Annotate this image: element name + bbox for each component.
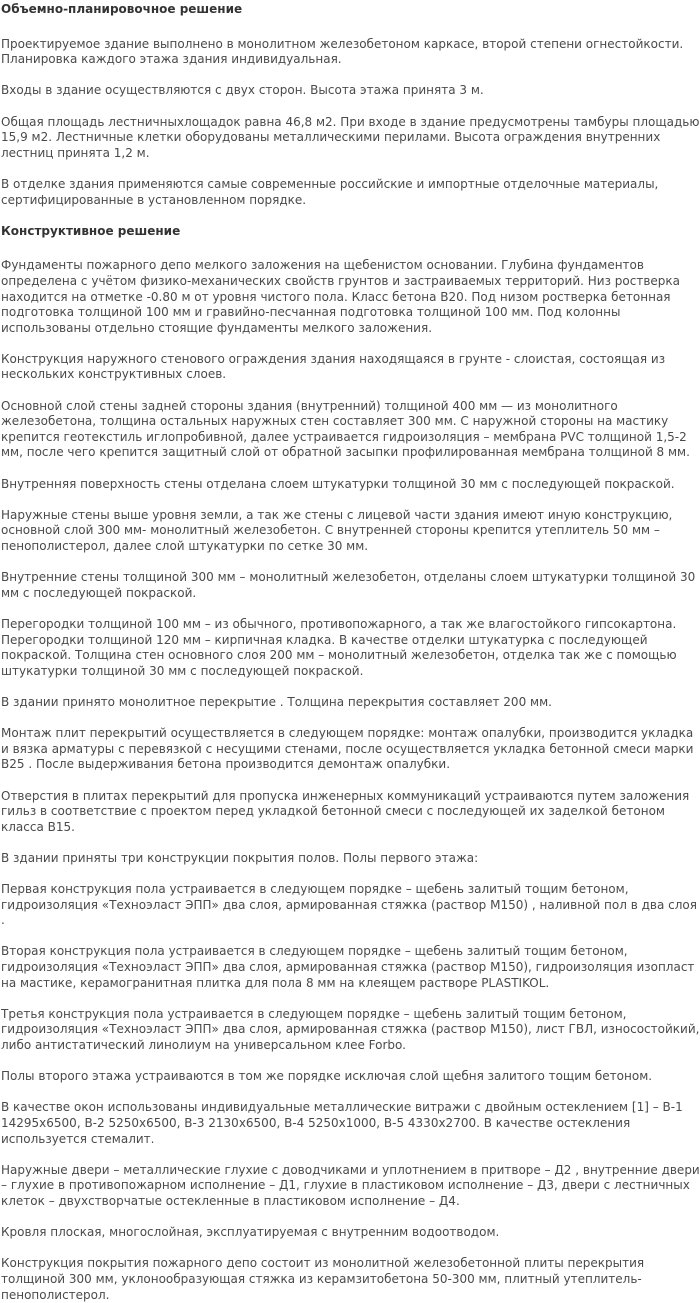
paragraph: Конструкция наружного стенового ограждения здания находящаяся в грунте - слоистая, состоящая из нескольких конструктивных слоев. xyxy=(1,351,666,382)
paragraph: В отделке здания применяются самые современные российские и импортные отделочные материалы, сертифицированные в установленном порядке. xyxy=(1,176,659,207)
paragraph: Фундаменты пожарного депо мелкого заложения на щебенистом основании. Глубина фундаментов определена с учётом физико-механических свойств грунтов и застраиваемых территорий. Низ ростверка находится на отметке -0.80 м от уровня чистого пола. Класс бетона В20. Под низом ростверка бетонная подготовка толщиной 100 мм и гравийно-песчанная подготовка толщиной 100 мм. Под колонны использованы отдельно стоящие фундаменты мелкого заложения. xyxy=(1,258,680,335)
section-heading-planning: Объемно-планировочное решение xyxy=(1,2,243,16)
paragraph: Основной слой стены задней стороны здания (внутренний) толщиной 400 мм — из монолитного железобетона, толщина остальных наружных стен составляет 300 мм. С наружной стороны на мастику крепится геотекстиль иглопробивной, далее устраивается гидроизоляция – мембрана PVC толщиной 1,5-2 мм, после чего крепится защитный слой от обратной засыпки профилированная мембрана толщиной 8 мм. xyxy=(1,398,690,460)
paragraph: Первая конструкция пола устраивается в следующем порядке – щебень залитый тощим бетоном, гидроизоляция «Техноэласт ЭПП» два слоя, армированная стяжка (раствор М150) , наливной пол в два слоя . xyxy=(1,882,697,928)
paragraph: Вторая конструкция пола устраивается в следующем порядке – щебень залитый тощим бетоном, гидроизоляция «Техноэласт ЭПП» два слоя, армированная стяжка (раствор М150), гидроизоляция изопласт на мастике, керамогранитная плитка для пола 8 мм на клеящем растворе PLASTIKOL. xyxy=(1,944,695,990)
paragraph: В здании принято монолитное перекрытие . Толщина перекрытия составляет 200 мм. xyxy=(1,694,552,709)
section-heading-structural: Конструктивное решение xyxy=(1,223,181,238)
paragraph: В качестве окон использованы индивидуальные металлические витражи с двойным остеклением [1] – В-1 14295х6500, В-2 5250х6500, В-3 2130х6500, В-4 5250х1000, В-5 4330х2700. В качестве остекления используется стемалит. xyxy=(1,1100,683,1146)
paragraph: Входы в здание осуществляются с двух сторон. Высота этажа принята 3 м. xyxy=(1,83,484,98)
paragraph: Конструкция покрытия пожарного депо состоит из монолитной железобетонной плиты перекрытия толщиной 300 мм, уклонообразующая стяжка из керамзитобетона 50-300 мм, плитный утеплитель-пенополистерол. xyxy=(1,1256,645,1302)
paragraph: Наружные двери – металлические глухие с доводчиками и уплотнением в притворе – Д2 , внутренние двери – глухие в противопожарном исполнение – Д1, глухие в пластиковом исполнение – Д3, двери с лестничных клеток – двухстворчатые остекленные в пластиковом исполнение – Д4. xyxy=(1,1162,700,1208)
paragraph: Проектируемое здание выполнено в монолитном железобетоном каркасе, второй степени огнестойкости. Планировка каждого этажа здания индивидуальная. xyxy=(1,36,684,67)
paragraph: Кровля плоская, многослойная, эксплуатируемая с внутренним водоотводом. xyxy=(1,1225,500,1240)
paragraph: Общая площадь лестничныхлощадок равна 46,8 м2. При входе в здание предусмотрены тамбуры площадью 15,9 м2. Лестничные клетки оборудованы металлическими перилами. Высота ограждения внутренних лестниц принята 1,2 м. xyxy=(1,114,700,160)
paragraph: Отверстия в плитах перекрытий для пропуска инженерных коммуникаций устраиваются путем заложения гильз в соответствие с проектом перед укладкой бетонной смеси с последующей их заделкой бетоном класса В15. xyxy=(1,788,690,834)
paragraph: Наружные стены выше уровня земли, а так же стены с лицевой части здания имеют иную конструкцию, основной слой 300 мм- монолитный железобетон. С внутренней стороны крепится утеплитель 50 мм – пенополистерол, далее слой штукатурки по сетке 30 мм. xyxy=(1,507,673,553)
paragraph: Внутренние стены толщиной 300 мм – монолитный железобетон, отделаны слоем штукатурки толщиной 30 мм с последующей покраской. xyxy=(1,570,696,600)
paragraph: Третья конструкция пола устраивается в следующем порядке – щебень залитый тощим бетоном, гидроизоляция «Техноэласт ЭПП» два слоя, армированная стяжка (раствор М150), лист ГВЛ, износостойкий, либо антистатический линолиум на универсальном клее Forbo. xyxy=(1,1006,700,1052)
paragraph: В здании приняты три конструкции покрытия полов. Полы первого этажа: xyxy=(1,850,479,865)
paragraph: Монтаж плит перекрытий осуществляется в следующем порядке: монтаж опалубки, производится укладка и вязка арматуры с перевязкой с несущими стенами, после осуществляется укладка бетонной смеси марки В25 . После выдерживания бетона производится демонтаж опалубки. xyxy=(1,726,694,772)
paragraph: Полы второго этажа устраиваются в том же порядке исключая слой щебня залитого тощим бетоном. xyxy=(1,1069,653,1084)
paragraph: Внутренняя поверхность стены отделана слоем штукатурки толщиной 30 мм с последующей покраской. xyxy=(1,476,675,491)
paragraph: Перегородки толщиной 100 мм – из обычного, противопожарного, а так же влагостойкого гипсокартона. Перегородки толщиной 120 мм – кирпичная кладка. В качестве отделки штукатурка с последующей покраской. Толщина стен основного слоя 200 мм – монолитный железобетон, отделка так же с помощью штукатурки толщиной 30 мм с последующей покраской. xyxy=(1,616,677,678)
